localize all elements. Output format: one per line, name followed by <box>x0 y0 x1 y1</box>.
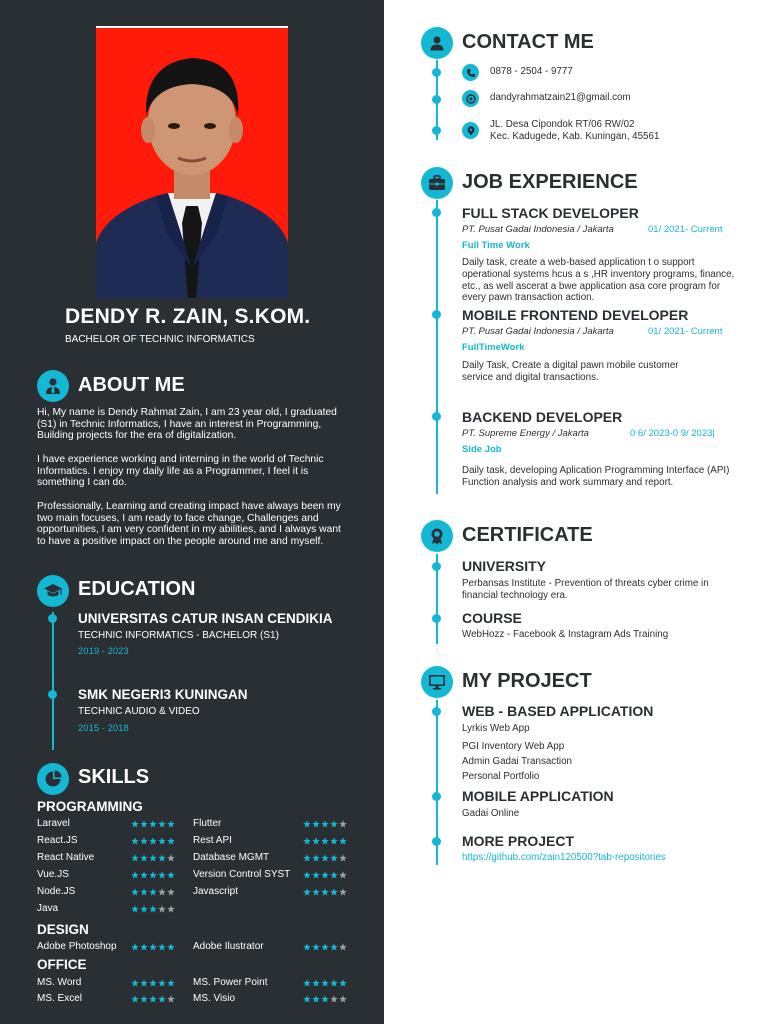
pie-chart-icon <box>37 763 69 795</box>
timeline-dot <box>432 126 441 135</box>
timeline-dot <box>432 68 441 77</box>
job-date-1: 01/ 2021- Current <box>648 224 723 235</box>
job-company-2: PT. Pusat Gadai Indonesia / Jakarta <box>462 326 614 337</box>
skill-rating-stars <box>131 854 175 862</box>
main-content <box>384 0 768 1024</box>
skill-rating-stars <box>131 820 175 828</box>
contact-title: CONTACT ME <box>462 31 594 53</box>
github-link[interactable]: https://github.com/zain120500?tab-repositories <box>462 852 666 863</box>
email-icon <box>462 90 479 107</box>
monitor-icon <box>421 666 453 698</box>
skill-name: Adobe Ilustrator <box>193 941 264 952</box>
skill-rating-stars <box>303 995 347 1003</box>
skill-name: Adobe Photoshop <box>37 941 117 952</box>
timeline-dot <box>432 707 441 716</box>
education-years-2: 2015 - 2018 <box>78 723 129 734</box>
skill-rating-stars <box>131 979 175 987</box>
certificate-course-text: WebHozz - Facebook & Instagram Ads Training <box>462 629 669 640</box>
skill-name: Database MGMT <box>193 852 270 863</box>
skill-rating-stars <box>131 871 175 879</box>
timeline-dot <box>48 614 57 623</box>
projects-mobile-label: MOBILE APPLICATION <box>462 788 614 804</box>
skill-rating-stars <box>131 888 175 896</box>
project-web-item-3: Admin Gadai Transaction <box>462 756 572 767</box>
contact-address-line1: JL. Desa Cipondok RT/06 RW/02 <box>490 119 635 130</box>
education-years-1: 2019 - 2023 <box>78 646 129 657</box>
skill-name: Javascript <box>193 886 239 897</box>
timeline-dot <box>48 690 57 699</box>
skill-name: MS. Visio <box>193 993 236 1004</box>
job-type-3: Side Job <box>462 444 502 455</box>
skill-name: React Native <box>37 852 95 863</box>
skill-name: MS. Word <box>37 977 82 988</box>
timeline-dot <box>432 837 441 846</box>
skills-design-label: DESIGN <box>37 922 89 937</box>
skill-name: MS. Excel <box>37 993 83 1004</box>
job-date-2: 01/ 2021- Current <box>648 326 723 337</box>
projects-more-label: MORE PROJECT <box>462 833 575 849</box>
skill-name: Laravel <box>37 818 70 829</box>
skill-name: Version Control SYST <box>193 869 291 880</box>
project-web-item-2: PGI Inventory Web App <box>462 741 565 752</box>
project-mobile-item-1: Gadai Online <box>462 808 520 819</box>
skills-programming-label: PROGRAMMING <box>37 799 143 814</box>
projects-web-label: WEB - BASED APPLICATION <box>462 703 654 719</box>
certificate-university-label: UNIVERSITY <box>462 558 547 574</box>
education-school-1: UNIVERSITAS CATUR INSAN CENDIKIA <box>78 611 333 626</box>
education-degree-2: TECHNIC AUDIO & VIDEO <box>78 706 200 717</box>
education-degree-1: TECHNIC INFORMATICS - BACHELOR (S1) <box>78 630 279 641</box>
skill-name: React.JS <box>37 835 78 846</box>
person-portrait-icon <box>96 28 288 298</box>
jobs-title: JOB EXPERIENCE <box>462 171 638 193</box>
profile-name: DENDY R. ZAIN, S.KOM. <box>65 305 311 328</box>
job-type-1: Full Time Work <box>462 240 530 251</box>
contact-address-line2: Kec. Kadugede, Kab. Kuningan, 45561 <box>490 131 660 142</box>
timeline-dot <box>432 412 441 421</box>
graduation-cap-icon <box>37 575 69 607</box>
job-date-3: 0 6/ 2023-0 9/ 2023| <box>630 428 715 439</box>
award-medal-icon <box>421 520 453 552</box>
skill-rating-stars <box>303 888 347 896</box>
job-title-1: FULL STACK DEVELOPER <box>462 205 639 221</box>
profile-subtitle: BACHELOR OF TECHNIC INFORMATICS <box>65 334 255 345</box>
contact-phone: 0878 - 2504 - 9777 <box>490 66 573 77</box>
phone-icon <box>462 64 479 81</box>
timeline-dot <box>432 208 441 217</box>
about-paragraph-1: Hi, My name is Dendy Rahmat Zain, I am 23 year old, I graduated (S1) in Technic Informatics, I have an interest in Programming, Building projects for the era of digitalization. <box>37 407 337 442</box>
about-paragraph-3: Professionally, Learning and creating impact have always been my two main focuses, I am ready to face change, Challenges and opportunities, I am very confident in my abilities, and I always want to have a positive impact on the people around me and myself. <box>37 501 341 547</box>
skill-rating-stars <box>131 943 175 951</box>
skill-rating-stars <box>131 905 175 913</box>
user-icon <box>421 27 453 59</box>
skill-rating-stars <box>303 820 347 828</box>
project-web-item-4: Personal Portfolio <box>462 771 540 782</box>
skill-name: Flutter <box>193 818 222 829</box>
job-title-3: BACKEND DEVELOPER <box>462 409 623 425</box>
jobs-timeline <box>436 200 438 494</box>
education-timeline <box>52 612 54 750</box>
location-pin-icon <box>462 122 479 139</box>
timeline-dot <box>432 95 441 104</box>
skills-office-label: OFFICE <box>37 957 87 972</box>
briefcase-icon <box>421 167 453 199</box>
skill-name: Vue.JS <box>37 869 69 880</box>
skill-rating-stars <box>131 995 175 1003</box>
job-company-1: PT. Pusat Gadai Indonesia / Jakarta <box>462 224 614 235</box>
contact-email[interactable]: dandyrahmatzain21@gmail.com <box>490 92 631 103</box>
timeline-dot <box>432 614 441 623</box>
certificate-course-label: COURSE <box>462 610 522 626</box>
skill-rating-stars <box>303 871 347 879</box>
skill-name: Java <box>37 903 59 914</box>
job-desc-2: Daily Task, Create a digital pawn mobile customer service and digital transactions. <box>462 360 679 383</box>
job-title-2: MOBILE FRONTEND DEVELOPER <box>462 307 689 323</box>
projects-title: MY PROJECT <box>462 670 592 692</box>
job-desc-3: Daily task, developing Aplication Programming Interface (API) Function analysis and work summary and report. <box>462 465 730 488</box>
timeline-dot <box>432 792 441 801</box>
profile-photo <box>96 26 288 298</box>
skill-rating-stars <box>303 943 347 951</box>
skill-rating-stars <box>303 854 347 862</box>
certificate-title: CERTIFICATE <box>462 524 593 546</box>
about-paragraph-2: I have experience working and interning in the world of Technic Informatics. I enjoy my daily life as a Programmer, I feel it is something I can do. <box>37 454 324 489</box>
certificate-university-text: Perbansas Institute - Prevention of threats cyber crime in financial technology era. <box>462 578 709 601</box>
skill-rating-stars <box>303 837 347 845</box>
skill-name: MS. Power Point <box>193 977 268 988</box>
education-school-2: SMK NEGERI3 KUNINGAN <box>78 687 248 702</box>
skill-rating-stars <box>131 837 175 845</box>
job-type-2: FullTimeWork <box>462 342 525 353</box>
skill-name: Rest API <box>193 835 232 846</box>
skill-name: Node.JS <box>37 886 76 897</box>
about-title: ABOUT ME <box>78 374 185 396</box>
job-company-3: PT. Supreme Energy / Jakarta <box>462 428 589 439</box>
skill-rating-stars <box>303 979 347 987</box>
education-title: EDUCATION <box>78 578 196 600</box>
project-web-item-1: Lyrkis Web App <box>462 723 530 734</box>
user-tie-icon <box>37 370 69 402</box>
skills-title: SKILLS <box>78 766 150 788</box>
timeline-dot <box>432 562 441 571</box>
timeline-dot <box>432 310 441 319</box>
job-desc-1: Daily task, create a web-based application t o support operational systems hcus a s ,HR inventory programs, finance, etc., as well ascerat a bwe application asa core program for every pawn transaction action. <box>462 257 735 304</box>
